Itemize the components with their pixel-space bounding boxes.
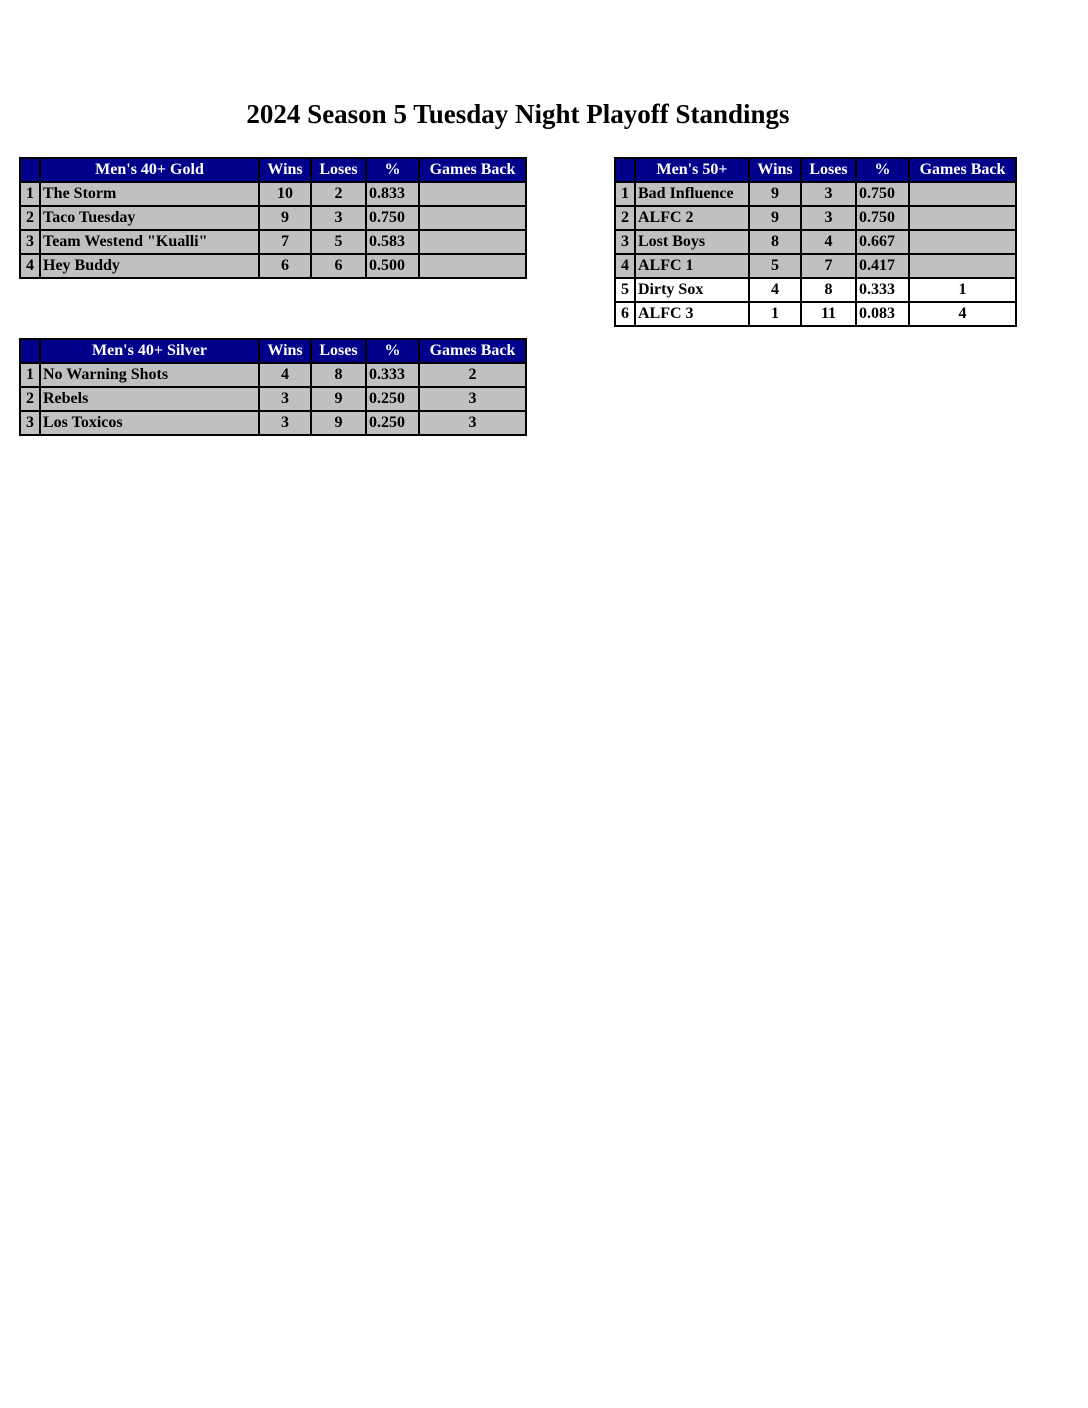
table-row bbox=[20, 411, 526, 435]
games-back-cell: 3 bbox=[419, 411, 526, 435]
loses-header: Loses bbox=[311, 339, 366, 363]
division-header: Men's 40+ Silver bbox=[40, 339, 259, 363]
loses-cell: 2 bbox=[311, 182, 366, 206]
table-row bbox=[615, 230, 1016, 254]
pct-cell: 0.667 bbox=[856, 230, 909, 254]
loses-header: Loses bbox=[311, 158, 366, 182]
wins-cell: 3 bbox=[259, 387, 311, 411]
loses-cell: 3 bbox=[311, 206, 366, 230]
wins-cell: 8 bbox=[749, 230, 801, 254]
team-cell: ALFC 2 bbox=[635, 206, 749, 230]
pct-cell: 0.250 bbox=[366, 411, 419, 435]
rank-cell: 1 bbox=[20, 363, 40, 387]
pct-cell: 0.333 bbox=[856, 278, 909, 302]
rank-cell: 2 bbox=[615, 206, 635, 230]
pct-cell: 0.333 bbox=[366, 363, 419, 387]
table-header-row bbox=[20, 339, 526, 363]
table-row bbox=[615, 182, 1016, 206]
wins-cell: 4 bbox=[749, 278, 801, 302]
loses-cell: 3 bbox=[801, 182, 856, 206]
games-back-cell: 4 bbox=[909, 302, 1016, 326]
rank-cell: 5 bbox=[615, 278, 635, 302]
wins-cell: 6 bbox=[259, 254, 311, 278]
wins-cell: 9 bbox=[259, 206, 311, 230]
team-cell: ALFC 1 bbox=[635, 254, 749, 278]
rank-cell: 2 bbox=[20, 206, 40, 230]
pct-cell: 0.583 bbox=[366, 230, 419, 254]
pct-cell: 0.250 bbox=[366, 387, 419, 411]
pct-cell: 0.750 bbox=[856, 182, 909, 206]
table-row bbox=[615, 254, 1016, 278]
team-cell: ALFC 3 bbox=[635, 302, 749, 326]
loses-cell: 5 bbox=[311, 230, 366, 254]
rank-cell: 4 bbox=[20, 254, 40, 278]
games-back-cell bbox=[909, 254, 1016, 278]
wins-header: Wins bbox=[259, 339, 311, 363]
pct-header: % bbox=[366, 339, 419, 363]
games-back-cell bbox=[909, 182, 1016, 206]
loses-cell: 7 bbox=[801, 254, 856, 278]
table-row bbox=[20, 254, 526, 278]
wins-cell: 1 bbox=[749, 302, 801, 326]
page-title: 2024 Season 5 Tuesday Night Playoff Standings bbox=[246, 99, 790, 129]
games-back-cell: 3 bbox=[419, 387, 526, 411]
rank-cell: 3 bbox=[615, 230, 635, 254]
wins-cell: 9 bbox=[749, 206, 801, 230]
loses-cell: 8 bbox=[801, 278, 856, 302]
games-back-cell: 1 bbox=[909, 278, 1016, 302]
pct-cell: 0.417 bbox=[856, 254, 909, 278]
table-row bbox=[20, 182, 526, 206]
wins-header: Wins bbox=[749, 158, 801, 182]
table-row bbox=[615, 278, 1016, 302]
team-cell: Bad Influence bbox=[635, 182, 749, 206]
rank-cell: 3 bbox=[20, 411, 40, 435]
standings-table-mens-50 bbox=[614, 157, 1017, 327]
team-cell: No Warning Shots bbox=[40, 363, 259, 387]
wins-header: Wins bbox=[259, 158, 311, 182]
table-row bbox=[20, 387, 526, 411]
team-cell: Taco Tuesday bbox=[40, 206, 259, 230]
wins-cell: 3 bbox=[259, 411, 311, 435]
team-cell: Rebels bbox=[40, 387, 259, 411]
pct-header: % bbox=[366, 158, 419, 182]
games-back-cell bbox=[419, 230, 526, 254]
table-row bbox=[20, 230, 526, 254]
pct-cell: 0.750 bbox=[366, 206, 419, 230]
games-back-cell bbox=[909, 230, 1016, 254]
wins-cell: 5 bbox=[749, 254, 801, 278]
rank-cell: 1 bbox=[20, 182, 40, 206]
games-back-header: Games Back bbox=[419, 339, 526, 363]
wins-cell: 4 bbox=[259, 363, 311, 387]
games-back-cell: 2 bbox=[419, 363, 526, 387]
games-back-header: Games Back bbox=[909, 158, 1016, 182]
wins-cell: 10 bbox=[259, 182, 311, 206]
table-row bbox=[615, 206, 1016, 230]
rank-header bbox=[20, 339, 40, 363]
table-row bbox=[615, 302, 1016, 326]
team-cell: Dirty Sox bbox=[635, 278, 749, 302]
loses-cell: 3 bbox=[801, 206, 856, 230]
standings-table-mens-40-silver bbox=[19, 338, 527, 436]
loses-cell: 8 bbox=[311, 363, 366, 387]
wins-cell: 7 bbox=[259, 230, 311, 254]
rank-cell: 1 bbox=[615, 182, 635, 206]
games-back-cell bbox=[909, 206, 1016, 230]
rank-cell: 3 bbox=[20, 230, 40, 254]
pct-header: % bbox=[856, 158, 909, 182]
team-cell: Hey Buddy bbox=[40, 254, 259, 278]
team-cell: Team Westend "Kualli" bbox=[40, 230, 259, 254]
games-back-header: Games Back bbox=[419, 158, 526, 182]
standings-table-mens-40-gold bbox=[19, 157, 527, 279]
games-back-cell bbox=[419, 206, 526, 230]
games-back-cell bbox=[419, 254, 526, 278]
loses-cell: 11 bbox=[801, 302, 856, 326]
table-row bbox=[20, 206, 526, 230]
division-header: Men's 50+ bbox=[635, 158, 749, 182]
table-header-row bbox=[20, 158, 526, 182]
rank-cell: 4 bbox=[615, 254, 635, 278]
pct-cell: 0.833 bbox=[366, 182, 419, 206]
table-header-row bbox=[615, 158, 1016, 182]
loses-header: Loses bbox=[801, 158, 856, 182]
loses-cell: 9 bbox=[311, 387, 366, 411]
rank-header bbox=[20, 158, 40, 182]
team-cell: The Storm bbox=[40, 182, 259, 206]
table-row bbox=[20, 363, 526, 387]
rank-cell: 2 bbox=[20, 387, 40, 411]
pct-cell: 0.750 bbox=[856, 206, 909, 230]
rank-header bbox=[615, 158, 635, 182]
loses-cell: 4 bbox=[801, 230, 856, 254]
team-cell: Los Toxicos bbox=[40, 411, 259, 435]
pct-cell: 0.083 bbox=[856, 302, 909, 326]
loses-cell: 9 bbox=[311, 411, 366, 435]
division-header: Men's 40+ Gold bbox=[40, 158, 259, 182]
team-cell: Lost Boys bbox=[635, 230, 749, 254]
wins-cell: 9 bbox=[749, 182, 801, 206]
rank-cell: 6 bbox=[615, 302, 635, 326]
games-back-cell bbox=[419, 182, 526, 206]
loses-cell: 6 bbox=[311, 254, 366, 278]
pct-cell: 0.500 bbox=[366, 254, 419, 278]
